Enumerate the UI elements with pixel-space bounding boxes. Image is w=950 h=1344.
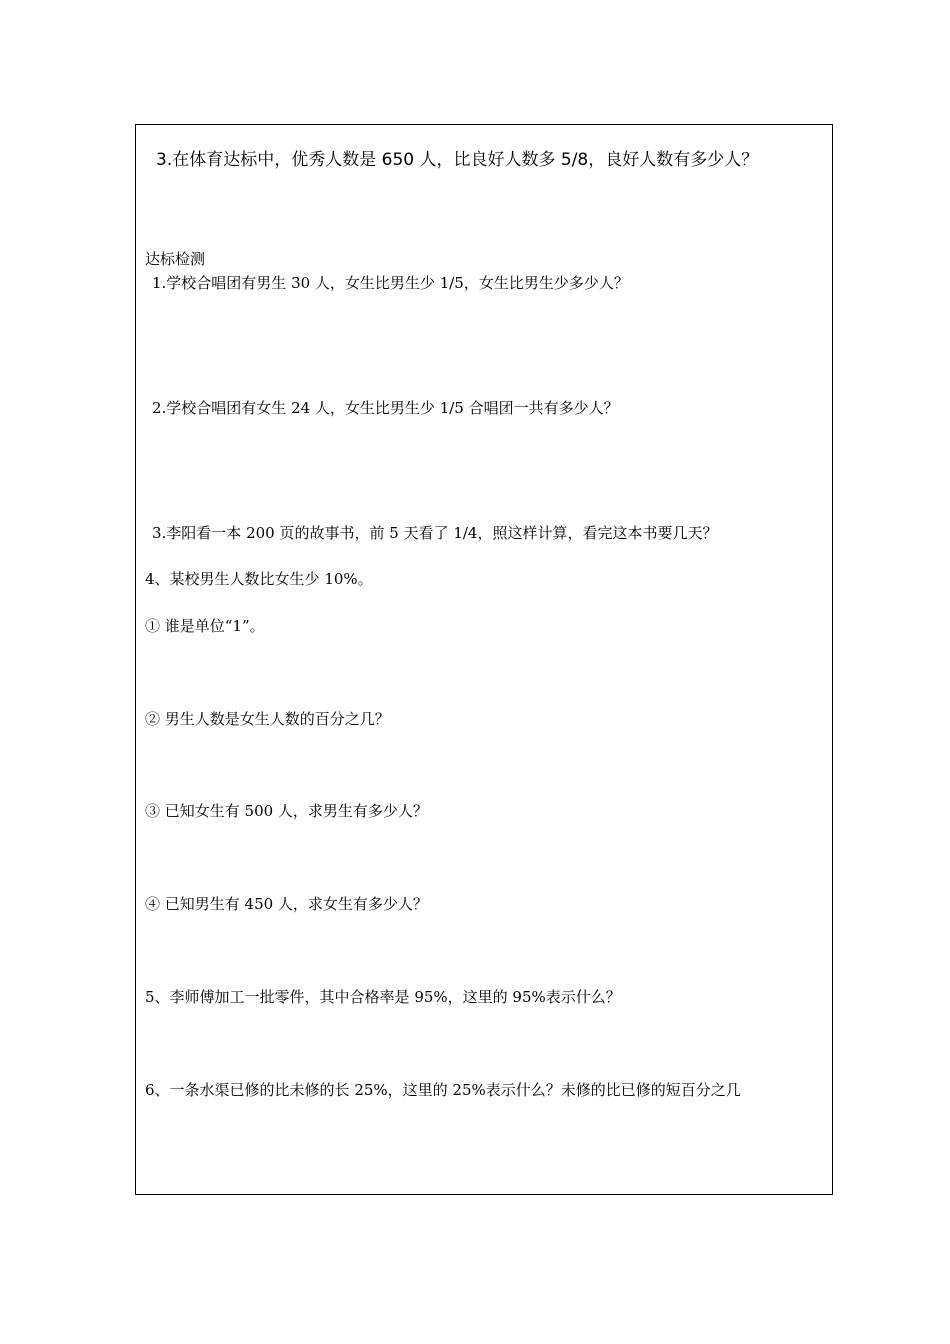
sub-question-1: ① 谁是单位“1”。 [145,617,265,635]
question-1: 1.学校合唱团有男生 30 人，女生比男生少 1/5，女生比男生少多少人？ [152,274,629,292]
question-5: 5、李师傅加工一批零件，其中合格率是 95%，这里的 95%表示什么？ [145,988,621,1006]
sub-question-3: ③ 已知女生有 500 人，求男生有多少人？ [145,802,428,820]
question-top-3: 3.在体育达标中，优秀人数是 650 人，比良好人数多 5/8，良好人数有多少人？ [156,150,759,170]
question-4: 4、某校男生人数比女生少 10%。 [145,570,373,588]
question-3: 3.李阳看一本 200 页的故事书，前 5 天看了 1/4，照这样计算，看完这本书要几天？ [152,524,718,542]
worksheet-box [135,124,833,1195]
sub-question-2: ② 男生人数是女生人数的百分之几？ [145,710,390,728]
sub-question-4: ④ 已知男生有 450 人，求女生有多少人？ [145,895,428,913]
question-6: 6、一条水渠已修的比未修的长 25%，这里的 25%表示什么？未修的比已修的短百分之几 [145,1081,741,1099]
section-title: 达标检测 [145,250,206,268]
question-2: 2.学校合唱团有女生 24 人，女生比男生少 1/5 合唱团一共有多少人？ [152,399,619,417]
